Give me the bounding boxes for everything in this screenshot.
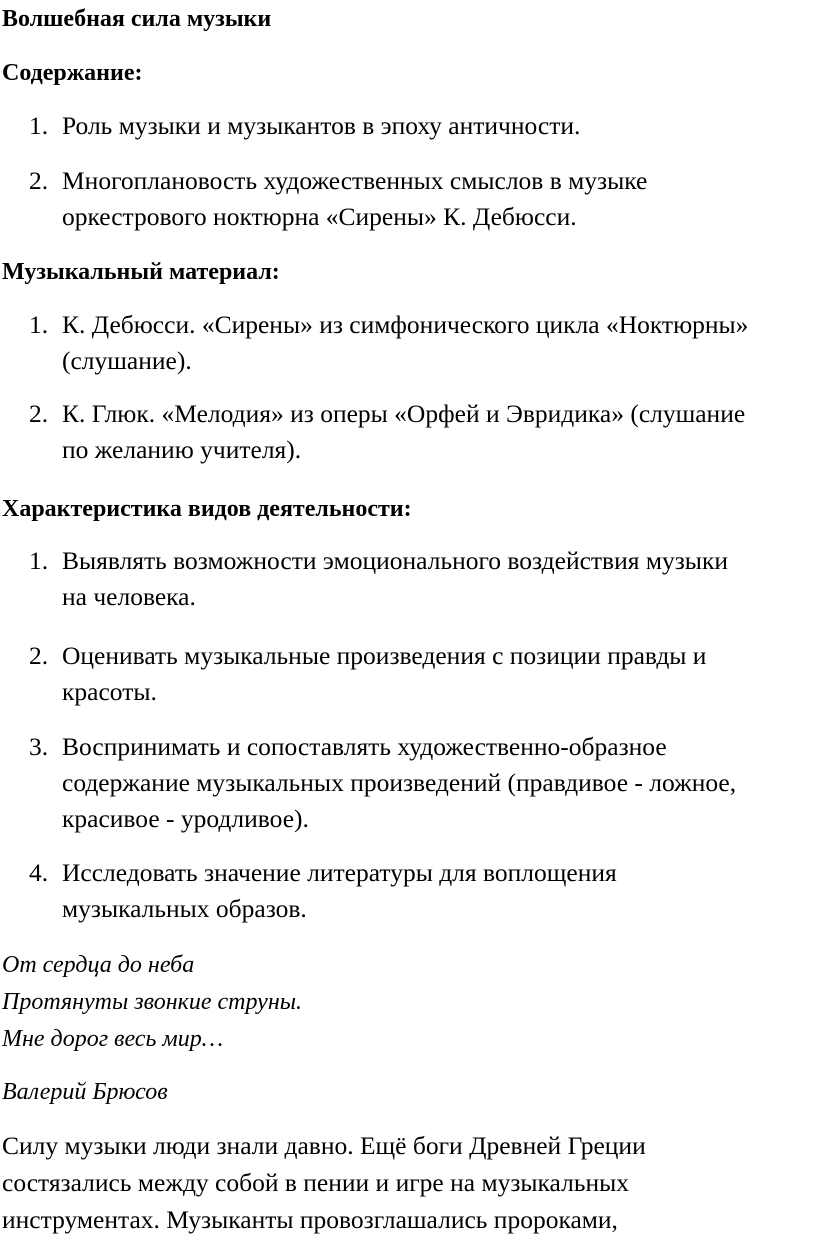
paragraph-line: инструментах. Музыканты провозглашались пророками,	[2, 1205, 618, 1234]
contents-heading: Содержание:	[2, 60, 143, 86]
paragraph-line: состязались между собой в пении и игре на музыкальных	[2, 1168, 629, 1197]
list-item	[0, 729, 816, 837]
list-item-text: (слушание).	[62, 346, 192, 375]
list-item-number: 4.	[29, 858, 49, 887]
list-item-number: 2.	[29, 166, 49, 195]
material-heading: Музыкальный материал:	[2, 259, 280, 285]
body-paragraph	[2, 1127, 814, 1238]
list-item	[0, 307, 816, 379]
list-item-number: 2.	[29, 399, 49, 428]
poem-line: Протянуты звонкие струны.	[2, 989, 302, 1015]
list-item-text: содержание музыкальных произведений (правдивое - ложное,	[62, 768, 737, 797]
list-item-text: Многоплановость художественных смыслов в музыке	[62, 166, 648, 195]
list-item-number: 3.	[29, 732, 49, 761]
list-item-text: музыкальных образов.	[62, 894, 307, 923]
list-item-number: 2.	[29, 641, 49, 670]
list-item	[0, 163, 816, 235]
poem-author: Валерий Брюсов	[2, 1079, 168, 1105]
epigraph-poem	[2, 947, 302, 1058]
contents-list	[0, 108, 816, 144]
activities-list-4	[0, 855, 816, 927]
list-item-number: 1.	[29, 546, 49, 575]
activities-heading: Характеристика видов деятельности:	[2, 496, 412, 522]
list-item-number: 1.	[29, 310, 49, 339]
list-item-text: Выявлять возможности эмоционального воздействия музыки	[62, 546, 728, 575]
list-item-text: оркестрового ноктюрна «Сирены» К. Дебюсси.	[62, 202, 577, 231]
list-item-text: по желанию учителя).	[62, 435, 302, 464]
activities-list-2	[0, 638, 816, 710]
list-item-number: 1.	[29, 111, 49, 140]
activities-list	[0, 543, 816, 615]
list-item-text: на человека.	[62, 582, 196, 611]
material-list-cont	[0, 396, 816, 468]
list-item-text: Роль музыки и музыкантов в эпоху античности.	[62, 111, 581, 140]
list-item-text: К. Глюк. «Мелодия» из оперы «Орфей и Эвридика» (слушание	[62, 399, 746, 428]
list-item-text: Исследовать значение литературы для воплощения	[62, 858, 617, 887]
list-item	[0, 543, 816, 615]
list-item-text: красивое - уродливое).	[62, 804, 309, 833]
list-item-text: красоты.	[62, 677, 157, 706]
list-item-text: К. Дебюсси. «Сирены» из симфонического цикла «Ноктюрны»	[62, 310, 749, 339]
list-item	[0, 855, 816, 927]
list-item	[0, 108, 816, 144]
poem-line: От сердца до неба	[2, 952, 195, 978]
list-item-text: Воспринимать и сопоставлять художественно-образное	[62, 732, 667, 761]
material-list	[0, 307, 816, 379]
activities-list-3	[0, 729, 816, 837]
poem-line: Мне дорог весь мир…	[2, 1026, 224, 1052]
paragraph-line: Силу музыки люди знали давно. Ещё боги Древней Греции	[2, 1131, 646, 1160]
list-item	[0, 396, 816, 468]
list-item	[0, 638, 816, 710]
list-item-text: Оценивать музыкальные произведения с позиции правды и	[62, 641, 707, 670]
document-title: Волшебная сила музыки	[2, 6, 272, 32]
contents-list-cont	[0, 163, 816, 235]
